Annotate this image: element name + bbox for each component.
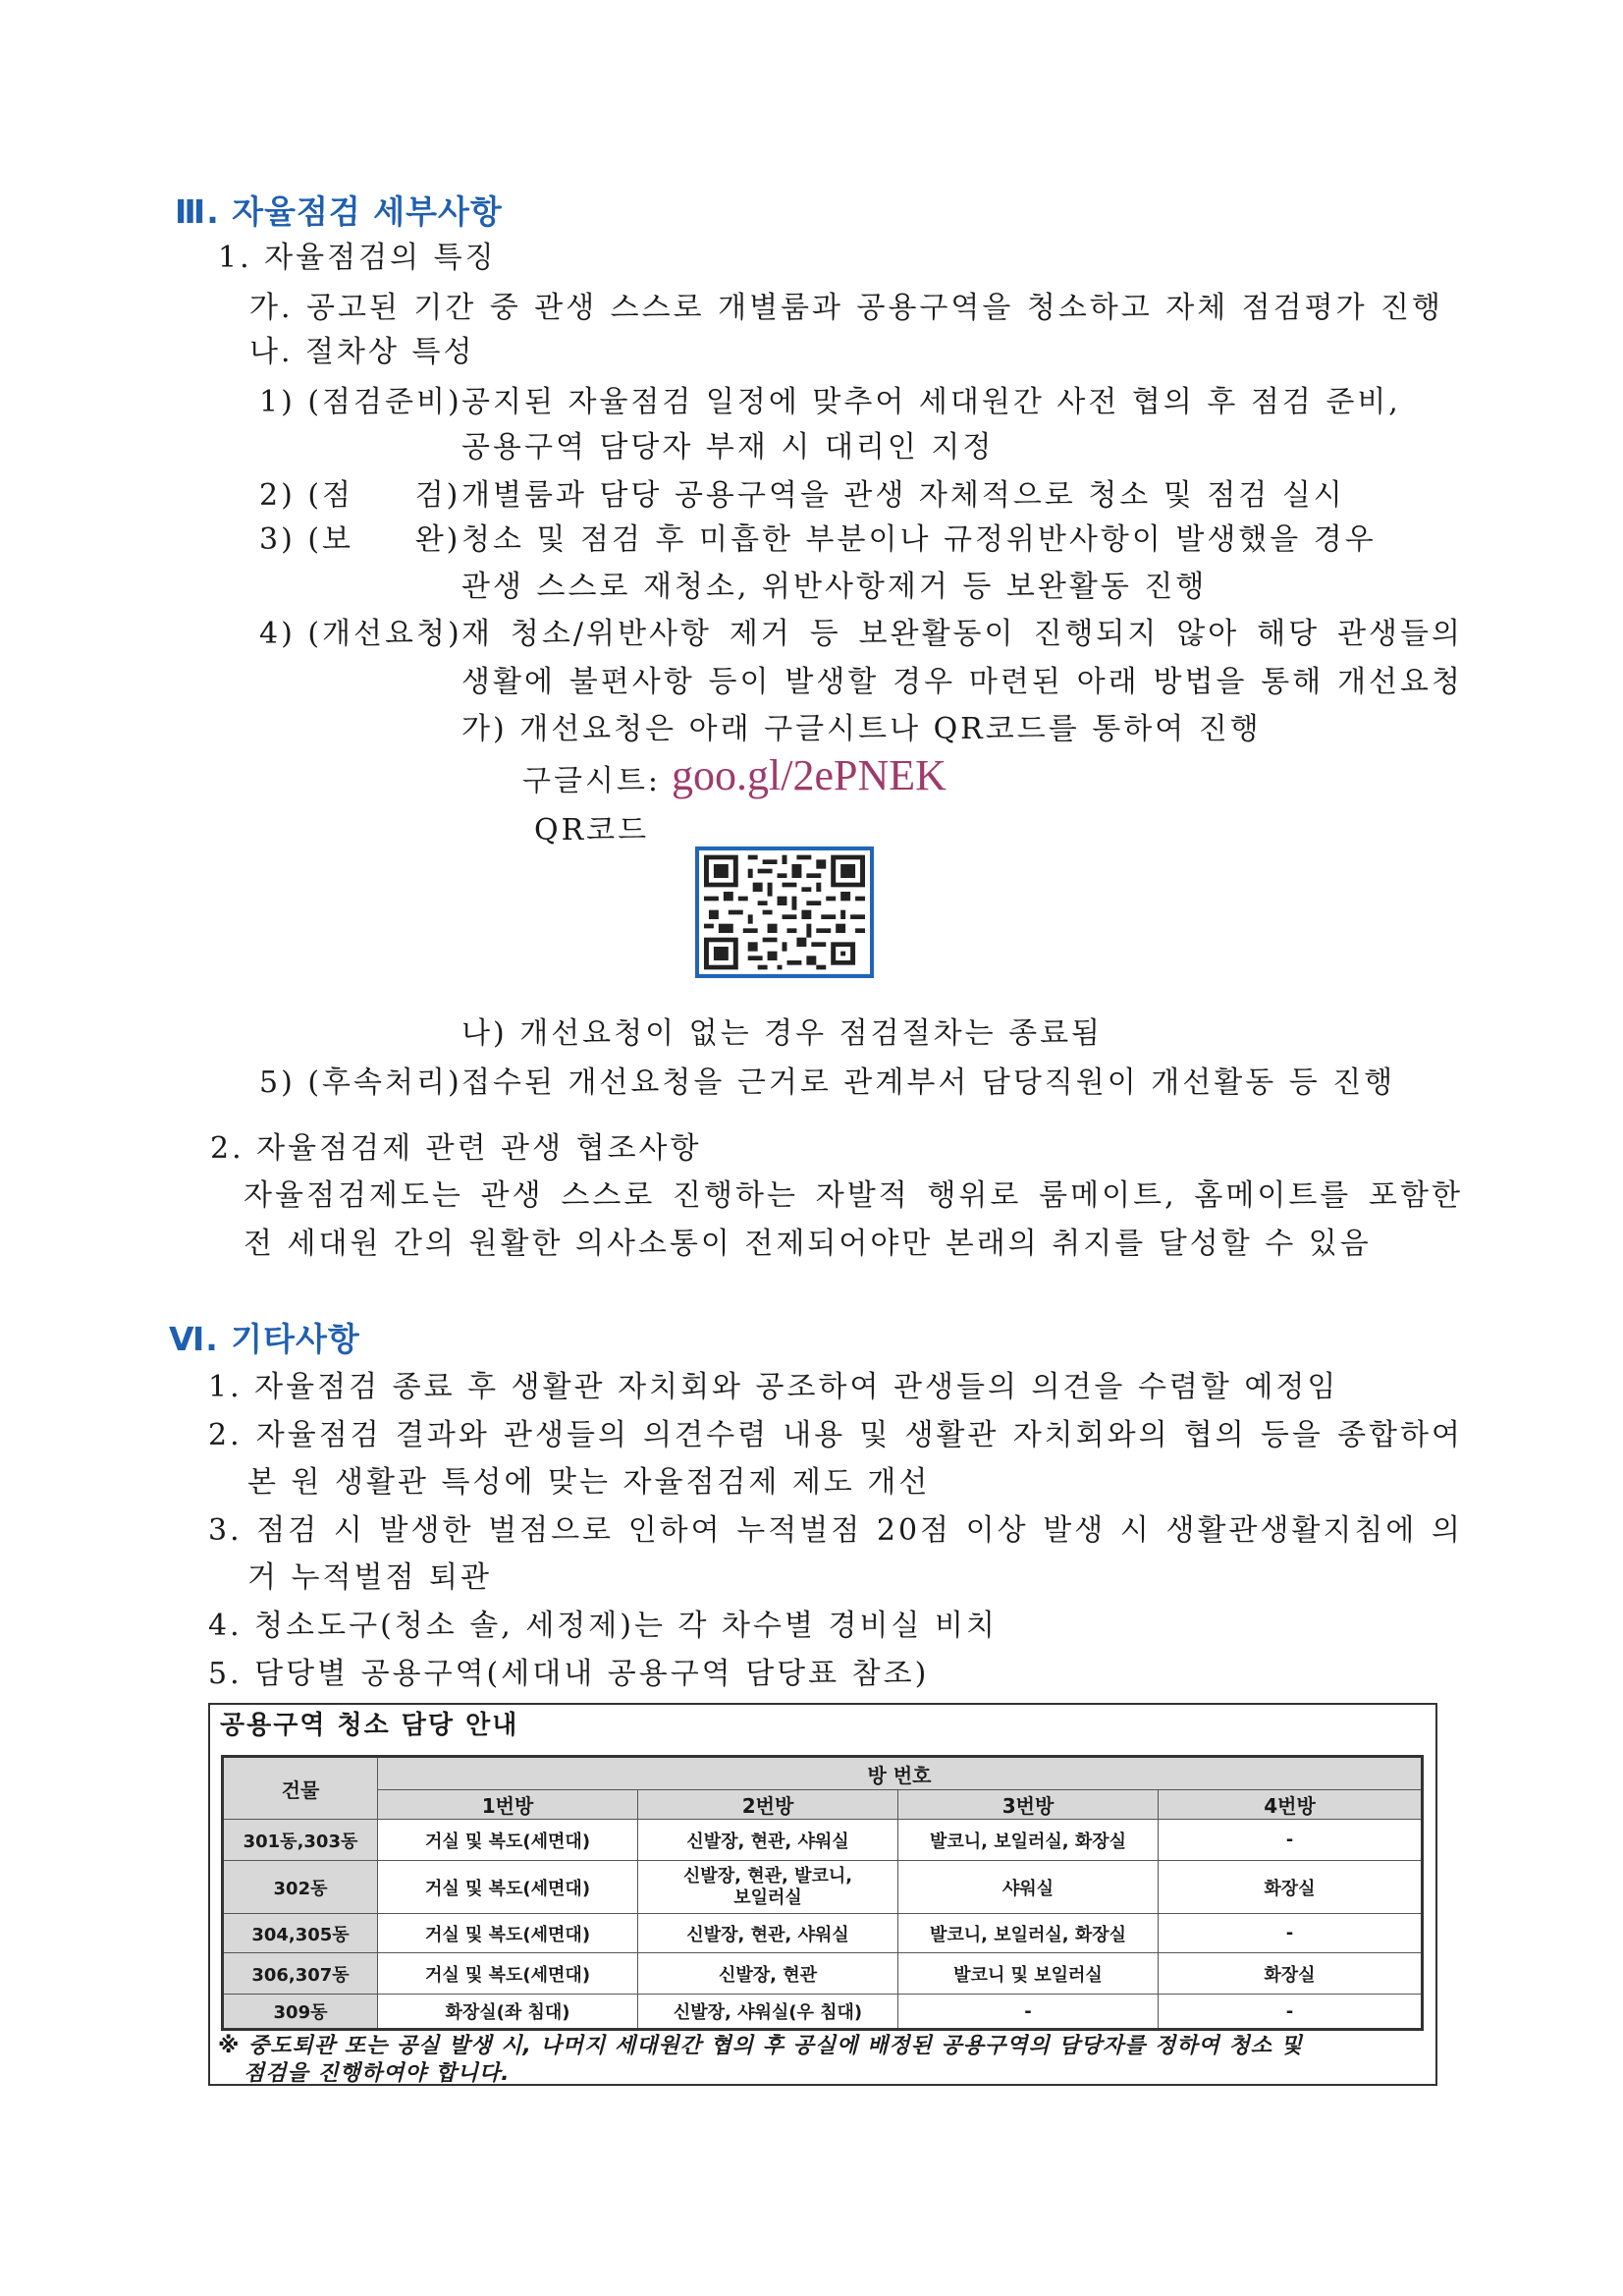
room2-cell-line1: 신발장, 현관, 발코니,	[682, 1865, 853, 1886]
section6-item3-line2: 거 누적벌점 퇴관	[247, 1560, 492, 1595]
building-cell: 302동	[223, 1861, 378, 1914]
step2-label: 2) (점 검)	[259, 478, 461, 513]
step1-label: 1) (점검준비)	[259, 385, 462, 419]
section6-heading: Ⅵ. 기타사항	[169, 1320, 360, 1358]
room1-cell: 거실 및 복도(세면대)	[378, 1820, 638, 1861]
section6-item2-line2: 본 원 생활관 특성에 맞는 자율점검제 제도 개선	[247, 1465, 931, 1500]
step3-line1: 청소 및 점검 후 미흡한 부분이나 규정위반사항이 발생했을 경우	[461, 522, 1377, 557]
section3-item2-title: 2. 자율점검제 관련 관생 협조사항	[210, 1131, 702, 1166]
room4-cell: -	[1159, 1914, 1423, 1953]
room2-cell: 신발장, 현관, 샤워실	[638, 1820, 898, 1861]
room4-cell: -	[1159, 1820, 1423, 1861]
room2-cell: 신발장, 샤워실(우 침대)	[638, 1995, 898, 2030]
header-room-3: 3번방	[898, 1790, 1159, 1820]
room3-cell: 샤워실	[898, 1861, 1159, 1914]
room2-cell	[638, 1861, 898, 1914]
header-building: 건물	[223, 1757, 378, 1820]
table-row	[223, 1953, 1423, 1995]
section6-item3-line1: 3. 점검 시 발생한 벌점으로 인하여 누적벌점 20점 이상 발생 시 생활관생활지침에 의	[208, 1513, 1463, 1548]
section6-item5: 5. 담당별 공용구역(세대내 공용구역 담당표 참조)	[208, 1657, 930, 1691]
room3-cell: -	[898, 1995, 1159, 2030]
section3-item1-title: 1. 자율점검의 특징	[218, 241, 497, 275]
step4-line1: 재 청소/위반사항 제거 등 보완활동이 진행되지 않아 해당 관생들의	[461, 617, 1463, 651]
step3-label: 3) (보 완)	[259, 522, 461, 557]
qr-label: QR코드	[534, 813, 650, 847]
care-table	[221, 1755, 1424, 2031]
section6-item4: 4. 청소도구(청소 솔, 세정제)는 각 차수별 경비실 비치	[208, 1609, 998, 1643]
section3-item1-na: 나. 절차상 특성	[249, 335, 475, 369]
care-table-title: 공용구역 청소 담당 안내	[220, 1711, 519, 1740]
room1-cell: 화장실(좌 침대)	[378, 1995, 638, 2030]
building-cell: 306,307동	[223, 1953, 378, 1995]
table-note	[218, 2033, 1428, 2088]
step4-line2: 생활에 불편사항 등이 발생할 경우 마련된 아래 방법을 통해 개선요청	[461, 665, 1463, 699]
header-room-2: 2번방	[638, 1790, 898, 1820]
section3-item2-line1: 자율점검제도는 관생 스스로 진행하는 자발적 행위로 룸메이트, 홈메이트를 포함한	[243, 1178, 1463, 1213]
table-row	[223, 1995, 1423, 2030]
room2-cell: 신발장, 현관	[638, 1953, 898, 1995]
google-sheet-link[interactable]: goo.gl/2ePNEK	[672, 751, 947, 799]
step5-label: 5) (후속처리)	[259, 1066, 462, 1100]
building-cell: 304,305동	[223, 1914, 378, 1953]
section6-item2-line1: 2. 자율점검 결과와 관생들의 의견수렴 내용 및 생활관 자치회와의 협의 등을 종합하여	[208, 1418, 1463, 1452]
room4-cell: 화장실	[1159, 1953, 1423, 1995]
section3-item1-ga: 가. 공고된 기간 중 관생 스스로 개별룸과 공용구역을 청소하고 자체 점검평가 진행	[249, 291, 1443, 325]
room3-cell: 발코니, 보일러실, 화장실	[898, 1820, 1159, 1861]
step1-line2: 공용구역 담당자 부재 시 대리인 지정	[461, 430, 995, 465]
qr-code-image[interactable]	[695, 847, 874, 978]
header-room-1: 1번방	[378, 1790, 638, 1820]
header-room-4: 4번방	[1159, 1790, 1423, 1820]
step5-line1: 접수된 개선요청을 근거로 관계부서 담당직원이 개선활동 등 진행	[461, 1066, 1396, 1100]
room2-cell: 신발장, 현관, 샤워실	[638, 1914, 898, 1953]
room1-cell: 거실 및 복도(세면대)	[378, 1953, 638, 1995]
section3-item2-line2: 전 세대원 간의 원활한 의사소통이 전제되어야만 본래의 취지를 달성할 수 있음	[243, 1227, 1372, 1261]
table-note-line2: 점검을 진행하여야 합니다.	[243, 2061, 511, 2086]
step4-na: 나) 개선요청이 없는 경우 점검절차는 종료됨	[461, 1016, 1104, 1051]
room3-cell: 발코니 및 보일러실	[898, 1953, 1159, 1995]
room4-cell: 화장실	[1159, 1861, 1423, 1914]
step1-line1: 공지된 자율점검 일정에 맞추어 세대원간 사전 협의 후 점검 준비,	[461, 385, 1401, 419]
step4-ga: 가) 개선요청은 아래 구글시트나 QR코드를 통하여 진행	[461, 712, 1262, 746]
table-row	[223, 1820, 1423, 1861]
room2-cell-line2: 보일러실	[733, 1886, 802, 1908]
table-note-line1: ※ 중도퇴관 또는 공실 발생 시, 나머지 세대원간 협의 후 공실에 배정된 공용구역의 담당자를 정하여 청소 및	[218, 2034, 1303, 2058]
step3-line2: 관생 스스로 재청소, 위반사항제거 등 보완활동 진행	[461, 570, 1208, 604]
section3-heading: Ⅲ. 자율점검 세부사항	[175, 192, 503, 231]
qr-code-pattern	[699, 850, 870, 974]
table-row	[223, 1861, 1423, 1914]
room1-cell: 거실 및 복도(세면대)	[378, 1914, 638, 1953]
building-cell: 301동,303동	[223, 1820, 378, 1861]
section6-item1: 1. 자율점검 종료 후 생활관 자치회와 공조하여 관생들의 의견을 수렴할 예정임	[208, 1370, 1339, 1404]
step4-label: 4) (개선요청)	[259, 617, 462, 651]
building-cell: 309동	[223, 1995, 378, 2030]
table-row	[223, 1914, 1423, 1953]
step2-line1: 개별룸과 담당 공용구역을 관생 자체적으로 청소 및 점검 실시	[461, 478, 1345, 513]
room4-cell: -	[1159, 1995, 1423, 2030]
room1-cell: 거실 및 복도(세면대)	[378, 1861, 638, 1914]
room3-cell: 발코니, 보일러실, 화장실	[898, 1914, 1159, 1953]
header-room-number: 방 번호	[378, 1757, 1423, 1790]
google-sheet-label: 구글시트:	[522, 764, 662, 798]
